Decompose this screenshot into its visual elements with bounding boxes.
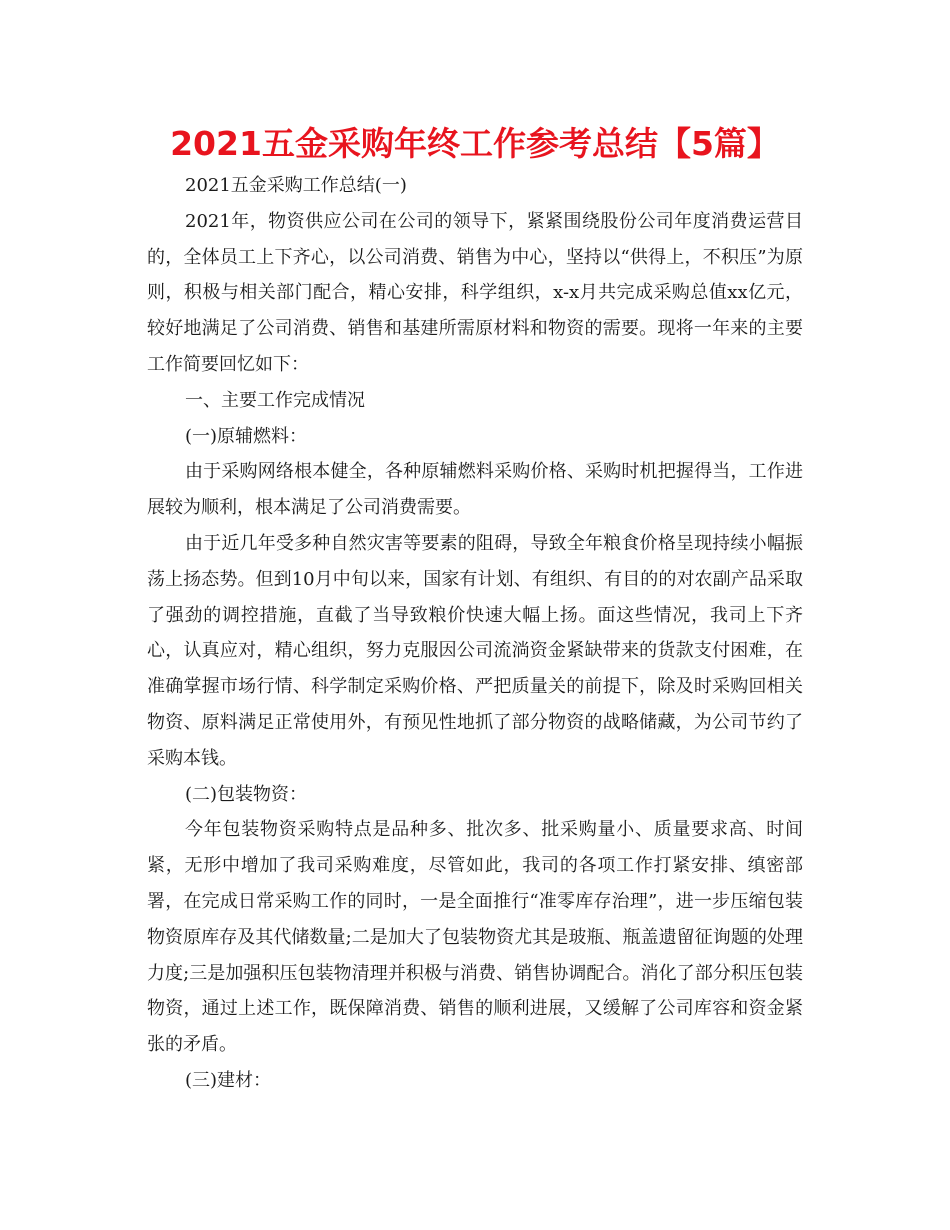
subsection-heading: (二)包装物资： [185, 783, 308, 805]
paragraph: 2021五金采购工作总结(一) [185, 175, 407, 196]
paragraph: 今年包装物资采购特点是品种多、批次多、批采购量小、质量要求高、时间紧，无形中增加了我司采购难度，尽管如此，我司的各项工作打紧安排、缜密部署，在完成日常采购工作的同时，一是全面推行“准零库存治理”，进一步压缩包装物资原库存及其代储数量;二是加大了包装物资尤其是玻瓶、瓶盖遗留征询题的处理力度;三是加强积压包装物清理并积极与消费、销售协调配合。消化了部分积压包装物资，通过上述工作，既保障消费、销售的顺利进展，又缓解了公司库容和资金紧张的矛盾。 [147, 819, 803, 1056]
section-heading: 一、主要工作完成情况 [185, 389, 365, 411]
subsection-heading: (三)建材： [185, 1069, 272, 1091]
document-body [147, 168, 803, 1099]
document-title: 2021五金采购年终工作参考总结【5篇】 [170, 124, 780, 163]
paragraph: 2021年，物资供应公司在公司的领导下，紧紧围绕股份公司年度消费运营目的，全体员工上下齐心，以公司消费、销售为中心，坚持以“供得上，不积压”为原则，积极与相关部门配合，精心安排，科学组织，x-x月共完成采购总值xx亿元，较好地满足了公司消费、销售和基建所需原材料和物资的需要。现将一年来的主要工作简要回忆如下： [147, 210, 803, 375]
paragraph: 由于采购网络根本健全，各种原辅燃料采购价格、采购时机把握得当，工作进展较为顺利，根本满足了公司消费需要。 [147, 461, 803, 519]
subsection-heading: (一)原辅燃料： [185, 425, 308, 447]
paragraph: 由于近几年受多种自然灾害等要素的阻碍，导致全年粮食价格呈现持续小幅振荡上扬态势。但到10月中旬以来，国家有计划、有组织、有目的的对农副产品采取了强劲的调控措施，直截了当导致粮价快速大幅上扬。面这些情况，我司上下齐心，认真应对，精心组织，努力克服因公司流淌资金紧缺带来的货款支付困难，在准确掌握市场行情、科学制定采购价格、严把质量关的前提下，除及时采购回相关物资、原料满足正常使用外，有预见性地抓了部分物资的战略储藏，为公司节约了采购本钱。 [147, 532, 803, 769]
